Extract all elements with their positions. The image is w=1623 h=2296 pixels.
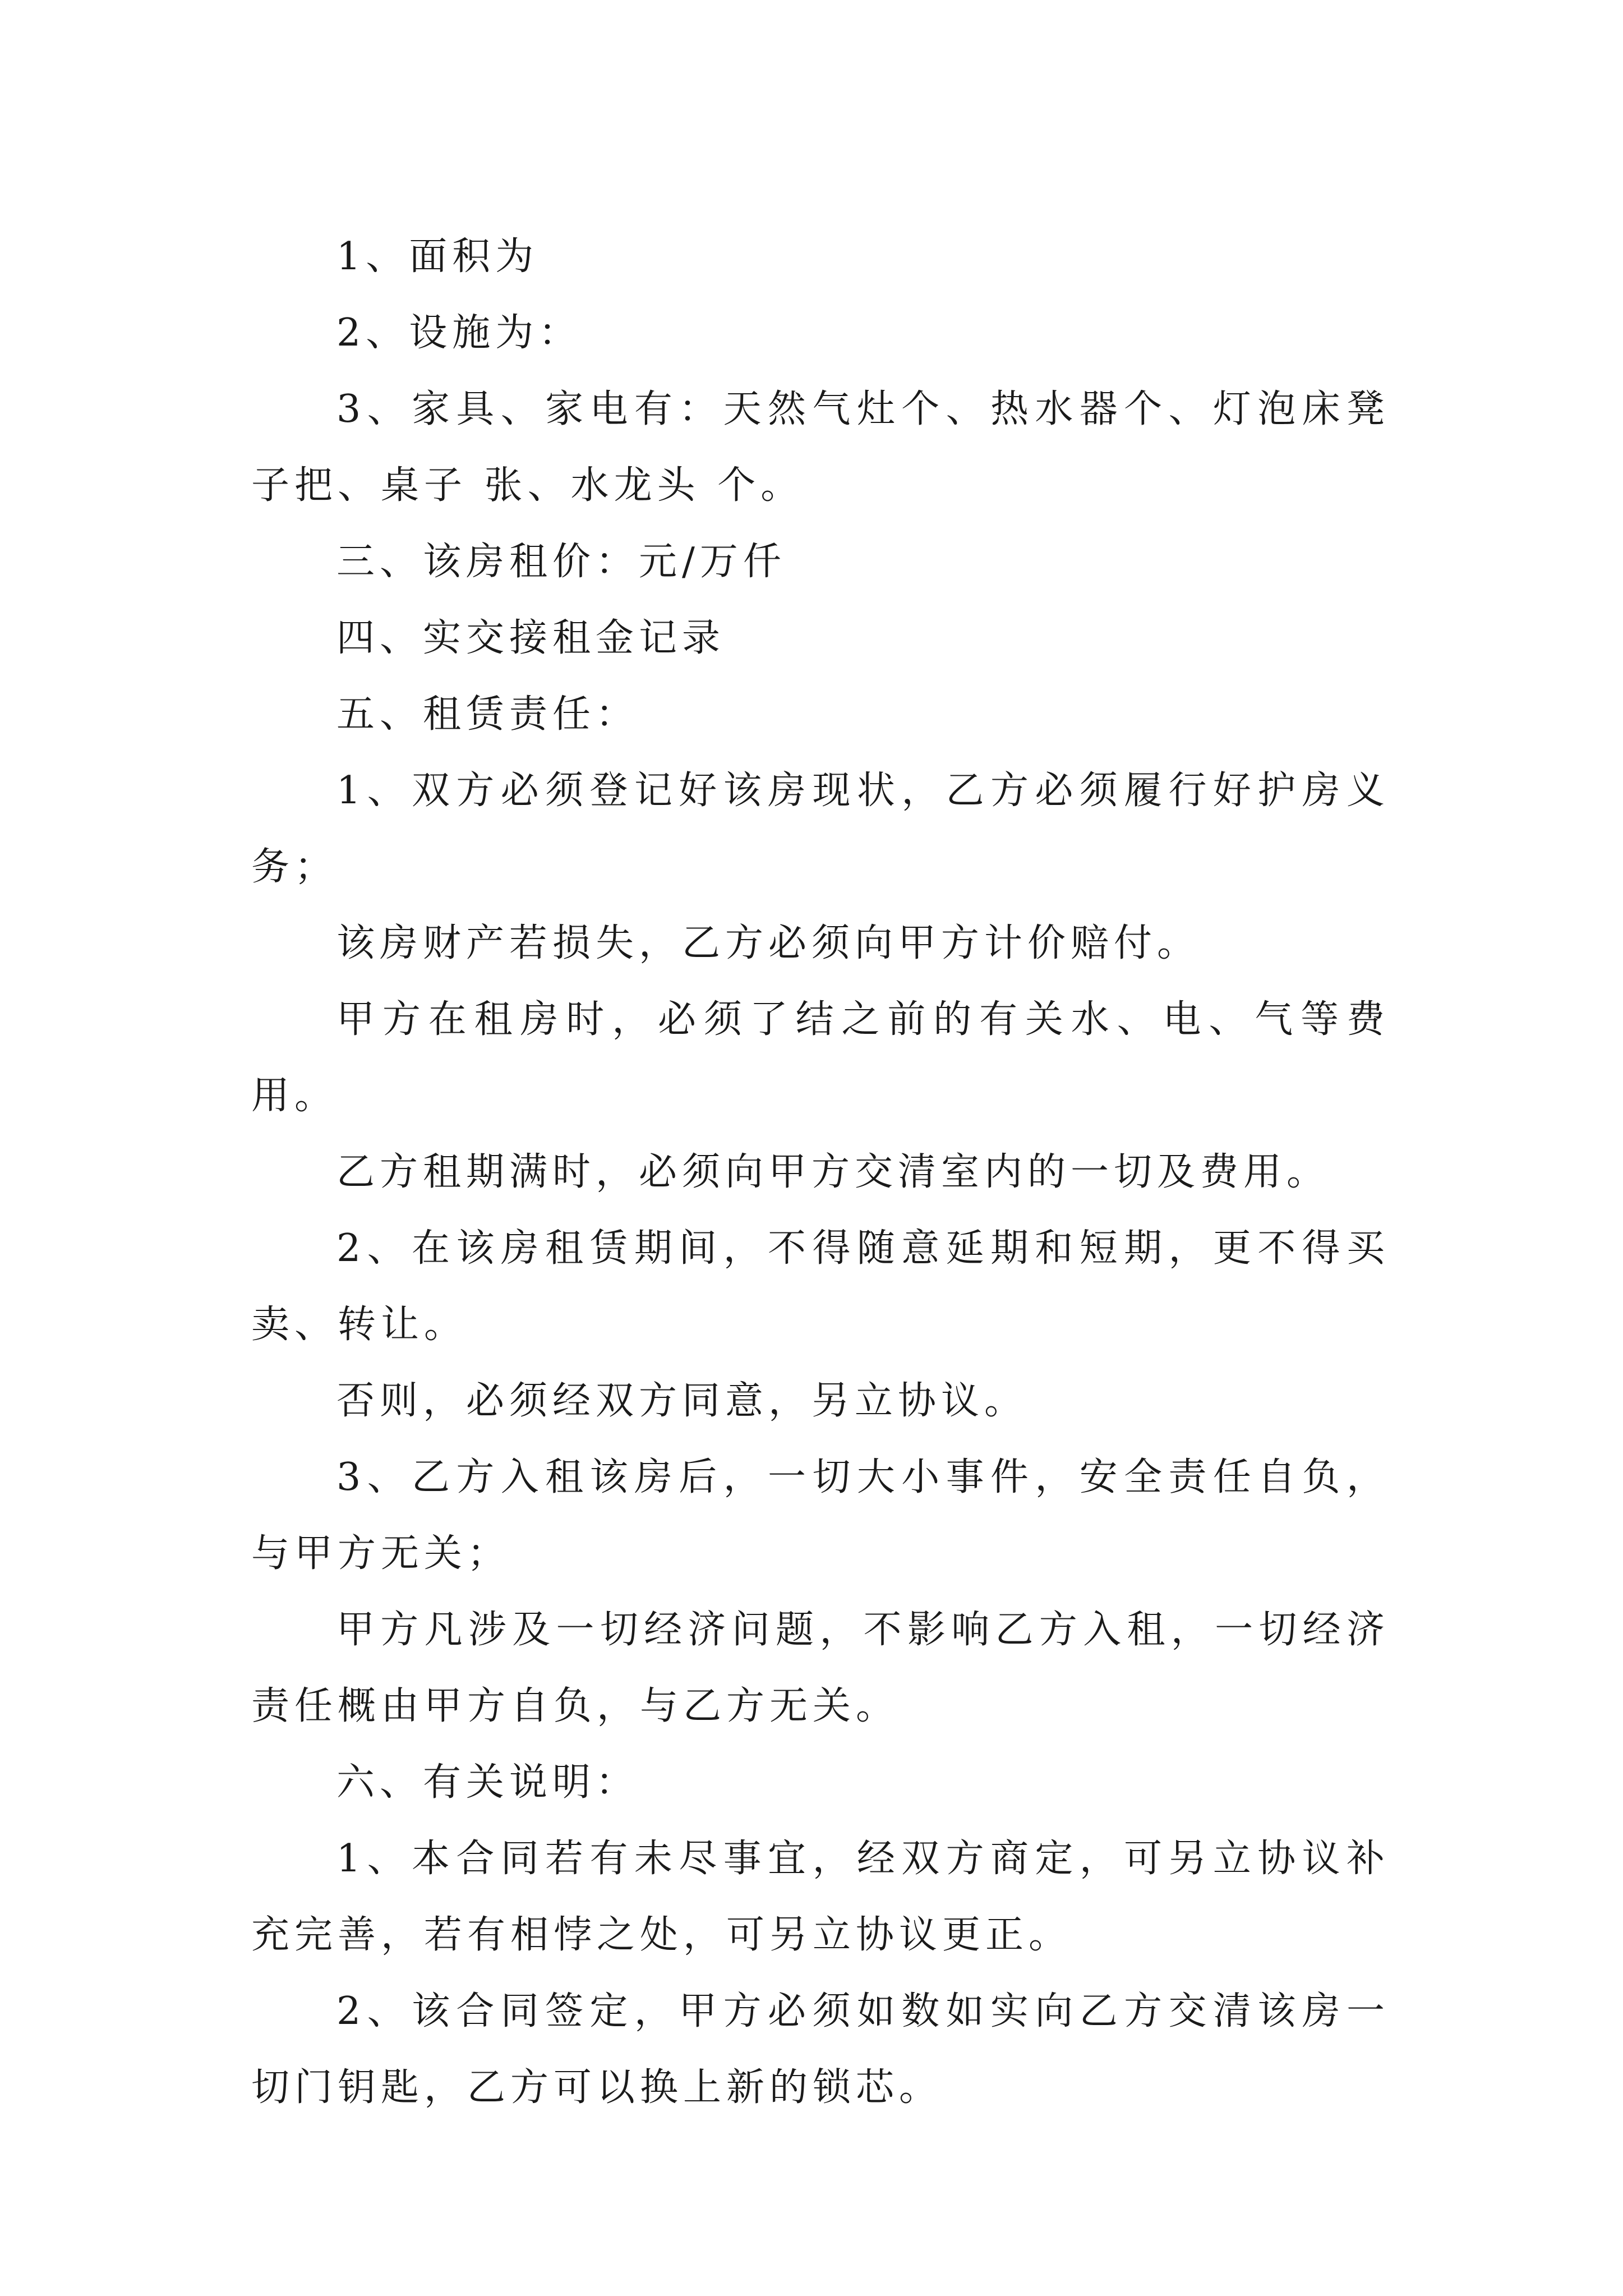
paragraph-agreement: 否则，必须经双方同意，另立协议。 <box>336 1379 1028 1423</box>
section-rent-price: 三、该房租价：元/万仟 <box>336 540 786 584</box>
paragraph-facilities: 2、设施为： <box>336 311 582 355</box>
section-explanations: 六、有关说明： <box>336 1760 639 1805</box>
paragraph-responsibility-1: 1、双方必须登记好该房现状，乙方必须履行好护房义务； <box>251 769 1390 889</box>
paragraph-responsibility-2: 2、在该房租赁期间，不得随意延期和短期，更不得买卖、转让。 <box>251 1226 1390 1347</box>
paragraph-landlord-fees: 甲方在租房时，必须了结之前的有关水、电、气等费用。 <box>251 997 1390 1118</box>
paragraph-tenant-fees: 乙方租期满时，必须向甲方交清室内的一切及费用。 <box>336 1150 1330 1194</box>
paragraph-property-loss: 该房财产若损失，乙方必须向甲方计价赔付。 <box>336 921 1201 965</box>
paragraph-furniture: 3、家具、家电有：天然气灶个、热水器个、灯泡床凳子把、桌子 张、水龙头 个。 <box>251 387 1390 508</box>
section-rent-record: 四、实交接租金记录 <box>336 616 726 660</box>
section-lease-responsibility: 五、租赁责任： <box>336 692 639 737</box>
paragraph-responsibility-3: 3、乙方入租该房后，一切大小事件，安全责任自负，与甲方无关； <box>251 1455 1390 1576</box>
paragraph-area: 1、面积为 <box>336 234 539 279</box>
paragraph-explanation-2: 2、该合同签定，甲方必须如数如实向乙方交清该房一切门钥匙，乙方可以换上新的锁芯。 <box>251 1989 1390 2110</box>
paragraph-economic-issues: 甲方凡涉及一切经济问题，不影响乙方入租，一切经济责任概由甲方自负，与乙方无关。 <box>251 1608 1390 1728</box>
paragraph-explanation-1: 1、本合同若有未尽事宜，经双方商定，可另立协议补充完善，若有相悖之处，可另立协议更正。 <box>251 1837 1390 1957</box>
document-body <box>251 219 1390 2126</box>
